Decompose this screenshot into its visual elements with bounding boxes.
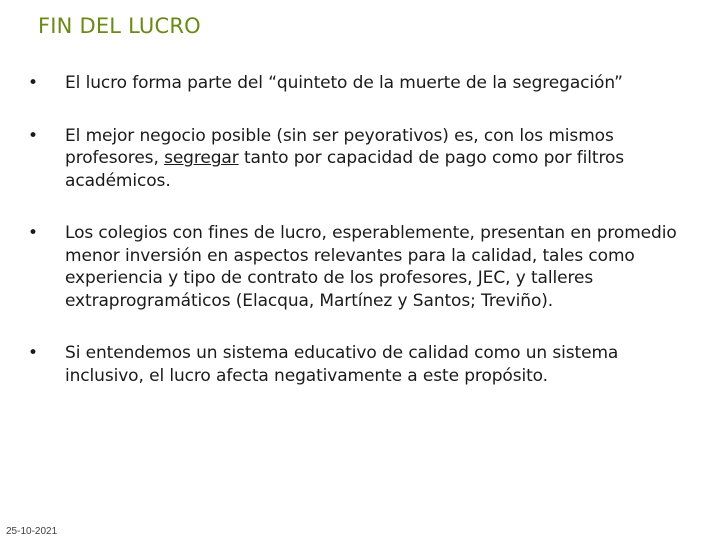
bullet-list bbox=[28, 72, 698, 387]
bullet-text: Si entendemos un sistema educativo de calidad como un sistema inclusivo, el lucro afecta negativamente a este propósito. bbox=[65, 343, 619, 386]
bullet-item-3 bbox=[28, 222, 698, 312]
bullet-text: El lucro forma parte del “quinteto de la muerte de la segregación” bbox=[65, 73, 623, 93]
bullet-icon: • bbox=[28, 343, 38, 363]
bullet-text bbox=[65, 126, 624, 191]
bullet-icon: • bbox=[28, 125, 38, 146]
bullet-text: Los colegios con fines de lucro, esperablemente, presentan en promedio menor inversión en aspectos relevantes para la calidad, tales como experiencia y tipo de contrato de los profesores, JEC, y talleres extraprogramáticos (Elacqua, Martínez y Santos; Treviño). bbox=[65, 223, 677, 311]
bullet-icon: • bbox=[28, 73, 38, 93]
bullet-item-1 bbox=[28, 72, 698, 95]
bullet-text-before: El mejor negocio posible (sin ser peyorativos) es, con los mismos profesores, bbox=[65, 125, 614, 168]
bullet-item-2 bbox=[28, 125, 698, 193]
bullet-item-4 bbox=[28, 342, 698, 387]
slide-title: FIN DEL LUCRO bbox=[38, 14, 201, 38]
bullet-icon: • bbox=[28, 223, 38, 243]
slide-date: 25-10-2021 bbox=[6, 526, 58, 537]
underlined-word: segregar bbox=[164, 148, 239, 168]
bullet-text-after: tanto por capacidad de pago como por filtros académicos. bbox=[65, 148, 625, 191]
